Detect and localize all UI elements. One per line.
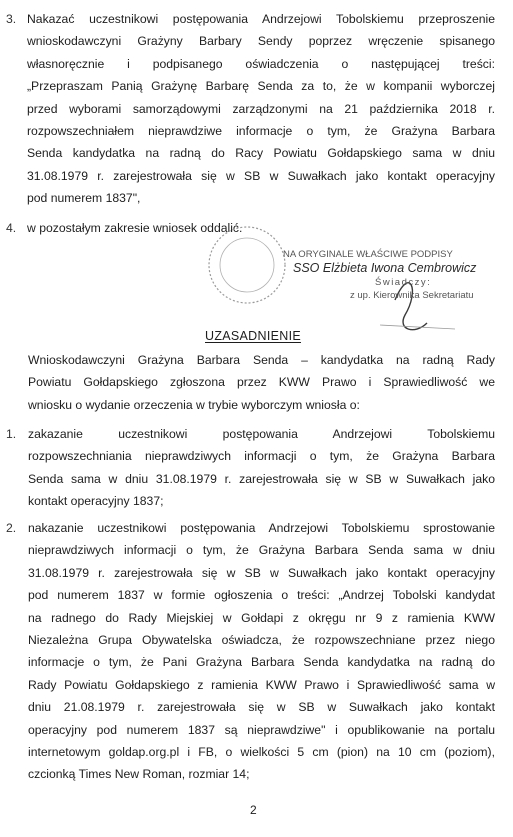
request-number-2: 2. [6, 521, 17, 535]
text-line: rozpowszechniania nieprawdziwych informacji o tym, że Grażyna Barbara [28, 449, 495, 464]
stamp-signatory-name: SSO Elżbieta Iwona Cembrowicz [293, 261, 477, 275]
item-3-text [27, 8, 495, 210]
text-line: w pozostałym zakresie wniosek oddalić. [27, 221, 243, 235]
stamp-seal-icon [205, 205, 505, 345]
text-line: kontakt operacyjny 1837; [28, 494, 164, 509]
intro-paragraph [28, 349, 495, 416]
text-line: czcionką Times New Roman, rozmiar 14; [28, 767, 250, 782]
text-line: Rady Powiatu Gołdapskiego z ramienia KWW Prawo i Sprawiedliwość sama w [28, 677, 495, 692]
request-1-text [28, 423, 495, 513]
text-line: Wnioskodawczyni Grażyna Barbara Senda – kandydatka na radną Rady [28, 353, 495, 367]
text-line: operacyjny pod numerem 1837 są nieprawdziwe" i opublikowanie na portalu [28, 722, 495, 737]
request-number-1: 1. [6, 427, 17, 441]
text-line: Senda sama w dniu 31.08.1979 r. zarejestrowała się w SB w Suwałkach jako [28, 471, 495, 486]
text-line: Niezależna Grupa Obywatelska oświadcza, że rozpowszechniane przez niego [28, 633, 495, 648]
text-line: pod numerem 1837", [27, 191, 141, 206]
stamp-certifies: Świadczy: [375, 277, 432, 288]
text-line: pod numerem 1837 w formie ogłoszenia o treści: „Andrzej Tobolski kandydat [28, 588, 495, 603]
text-line: „Przepraszam Panią Grażynę Barbarę Senda za to, że w kompanii wyborczej [27, 79, 495, 94]
text-line: informacje o tym, że Pani Grażyna Barbara Senda kandydatka na radną do [28, 655, 495, 670]
section-heading: UZASADNIENIE [205, 329, 301, 343]
text-line: nakazanie uczestnikowi postępowania Andrzejowi Tobolskiemu sprostowanie [28, 521, 495, 535]
text-line: dniu 21.08.1979 r. zarejestrowała się w SB w Suwałkach jako kontakt [28, 700, 495, 715]
text-line: Powiatu Gołdapskiego zgłoszona przez KWW Prawo i Sprawiedliwość we [28, 375, 495, 390]
stamp-caption: NA ORYGINALE WŁAŚCIWE PODPISY [283, 249, 453, 260]
signature-stamp [205, 205, 505, 345]
text-line: Senda kandydatka na radną do Racy Powiatu Gołdapskiego sama w dniu [27, 146, 495, 161]
page-number: 2 [250, 803, 257, 817]
text-line: wniosku o wydanie orzeczenia w trybie wyborczym wniosła o: [28, 397, 360, 412]
text-line: internetowym goldap.org.pl i FB, o wielkości 5 cm (pion) na 10 cm (poziom), [28, 745, 495, 760]
text-line: 31.08.1979 r. zarejestrowała się w SB w Suwałkach jako kontakt operacyjny [27, 168, 495, 183]
text-line: na radnego do Rady Miejskiej w Gołdapi z okręgu nr 9 z ramienia KWW [28, 610, 495, 625]
text-line: przed wyborami samorządowymi zarządzonymi na 21 października 2018 r. [27, 101, 495, 116]
text-line: zakazanie uczestnikowi postępowania Andrzejowi Tobolskiemu [28, 427, 495, 441]
item-number-3: 3. [6, 12, 17, 26]
request-2-text [28, 517, 495, 786]
text-line: własnoręcznie i podpisanego oświadczenia o następującej treści: [27, 56, 495, 71]
text-line: nieprawdziwych informacji o tym, że Grażyna Barbara Senda sama w dniu [28, 543, 495, 558]
text-line: 31.08.1979 r. zarejestrowała się w SB w Suwałkach jako kontakt operacyjny [28, 565, 495, 580]
text-line: rozpowszechniałem nieprawdziwe informacje o tym, że Grażyna Barbara [27, 124, 495, 139]
text-line: wnioskodawczyni Grażyny Barbary Sendy poprzez wręczenie spisanego [27, 34, 495, 49]
item-number-4: 4. [6, 221, 17, 235]
text-line: Nakazać uczestnikowi postępowania Andrzejowi Tobolskiemu przeproszenie [27, 12, 495, 26]
stamp-authority: z up. Kierownika Sekretariatu [350, 290, 474, 301]
